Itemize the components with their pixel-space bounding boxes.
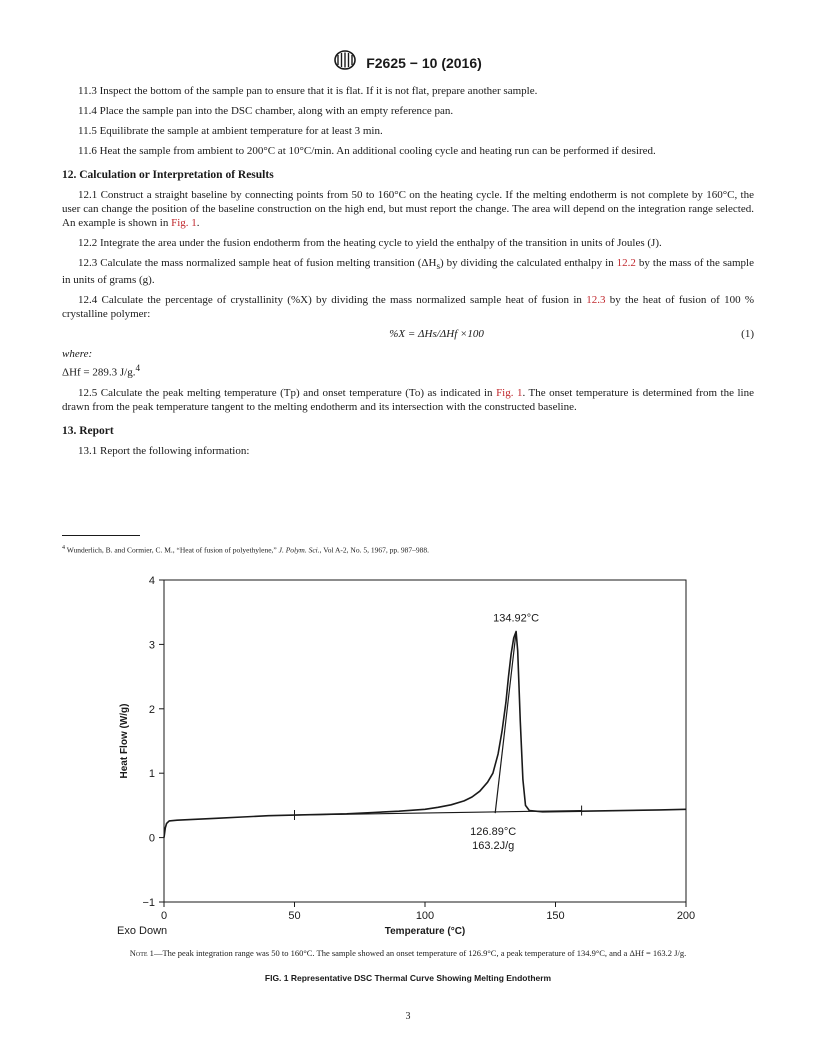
paragraph-12-3-text-c: by the mass of the sample in units of grams (g). — [62, 257, 754, 287]
note-label: Note 1 — [129, 948, 154, 958]
paragraph-12-3-text-a: 12.3 Calculate the mass normalized sample heat of fusion melting transition (ΔH — [78, 257, 437, 269]
paragraph-12-5-text-b: . The onset temperature is determined from the line drawn from the peak temperature tangent to the melting endotherm and its intersection with the constructed baseline. — [62, 386, 754, 413]
figure-note — [62, 948, 754, 958]
section-12-3-link[interactable]: 12.3 — [586, 294, 606, 307]
footnote-tail: , Vol A-2, No. 5, 1967, pp. 987–988. — [319, 545, 429, 555]
x-tick-label: 200 — [676, 910, 696, 922]
paragraph-12-3: 12.3 Calculate the mass normalized sample heat of fusion melting transition $(\Delta H_s)$ by dividing the calculated enthalpy in 12.2 by the mass of the sample in units of grams (g). — [62, 257, 754, 287]
paragraph-12-2: 12.2 Integrate the area under the fusion endotherm from the heating cycle to yield the enthalpy of the transition in units of Joules (J). — [78, 237, 662, 249]
chart-plot-area — [117, 575, 695, 937]
paragraph-11-6: 11.6 Heat the sample from ambient to 200°C at 10°C/min. An additional cooling cycle and heating run can be performed if desired. — [78, 145, 656, 157]
x-tick-label: 50 — [288, 910, 301, 922]
paragraph-12-4-text-a: 12.4 Calculate the percentage of crystallinity (%X) by dividing the mass normalized sample heat of fusion in — [78, 294, 582, 307]
y-tick-label: −1 — [142, 897, 155, 909]
y-tick-label: 2 — [148, 703, 155, 716]
paragraph-11-4: 11.4 Place the sample pan into the DSC chamber, along with an empty reference pan. — [78, 105, 454, 117]
y-tick-label: 1 — [148, 768, 155, 781]
paragraph-12-3-text-b: ) by dividing the calculated enthalpy in — [440, 257, 614, 269]
equation-text: %X = ΔHs/ΔHf ×100 — [389, 328, 484, 341]
figure-caption: FIG. 1 Representative DSC Thermal Curve Showing Melting Endotherm — [264, 973, 552, 983]
standard-designation: F2625 − 10 (2016) — [366, 54, 482, 71]
footnote-ref: 4 — [135, 363, 141, 374]
equation-number: (1) — [741, 328, 754, 341]
x-axis-label: Temperature (°C) — [384, 926, 466, 937]
paragraph-13-1: 13.1 Report the following information: — [78, 444, 250, 457]
definition-hf-text: ΔHf = 289.3 J/g. — [62, 366, 136, 379]
paragraph-12-1: 12.1 Construct a straight baseline by connecting points from 50 to 160°C on the heating cycle. If the melting endotherm is not complete by 160°C, the user can change the position of the baseline construction on the high end, but must report the change. The area will depend on the integration range selected. An example is shown in Fig. 1. — [62, 189, 754, 229]
section-12-heading: 12. Calculation or Interpretation of Results — [62, 169, 274, 181]
exo-down-label: Exo Down — [117, 925, 168, 937]
where-label: where: — [62, 348, 93, 361]
page-number: 3 — [405, 1011, 411, 1022]
y-tick-label: 4 — [148, 575, 155, 587]
x-tick-label: 100 — [415, 910, 435, 922]
section-13-heading: 13. Report — [62, 424, 114, 437]
y-tick-label: 0 — [148, 832, 155, 845]
y-tick-label: 3 — [148, 639, 155, 652]
enthalpy-label: 163.2J/g — [472, 840, 515, 853]
onset-tangent-line — [495, 632, 516, 814]
footnote-text: Wunderlich, B. and Cormier, C. M., “Heat of fusion of polyethylene,” — [66, 545, 277, 555]
note-text: —The peak integration range was 50 to 160°C. The sample showed an onset temperature of 126.9°C, a peak temperature of 134.9°C, and a ΔHf = 163.2 J/g. — [153, 948, 687, 958]
section-12-2-link[interactable]: 12.2 — [616, 257, 636, 269]
x-tick-label: 0 — [160, 910, 168, 922]
y-axis-label: Heat Flow (W/g) — [119, 703, 130, 779]
paragraph-11-3: 11.3 Inspect the bottom of the sample pan to ensure that it is flat. If it is not flat, prepare another sample. — [78, 85, 538, 97]
x-tick-label: 150 — [546, 910, 565, 922]
paragraph-12-5-text-a: 12.5 Calculate the peak melting temperature (Tp) and onset temperature (To) as indicated in — [78, 386, 493, 399]
footnote-journal: J. Polym. Sci. — [278, 545, 320, 555]
paragraph-12-4-text-b: by the heat of fusion of 100 % crystalline polymer: — [62, 294, 755, 321]
heat-flow-curve — [164, 632, 686, 838]
paragraph-11-5: 11.5 Equilibrate the sample at ambient temperature for at least 3 min. — [78, 125, 383, 137]
fig-1-link[interactable]: Fig. 1 — [171, 217, 197, 229]
footnote-number: 4 — [62, 545, 65, 551]
fig-1-link-2[interactable]: Fig. 1 — [496, 386, 523, 399]
onset-temperature-label: 126.89°C — [470, 826, 517, 839]
plot-frame — [164, 580, 686, 902]
paragraph-12-1-text: 12.1 Construct a straight baseline by connecting points from 50 to 160°C on the heating cycle. If the melting endotherm is not complete by 160°C, the user can change the position of the baseline construction on the high end, but must report the change. The area will depend on the integration range selected. An example is shown in — [62, 189, 754, 229]
peak-temperature-label: 134.92°C — [493, 612, 540, 625]
